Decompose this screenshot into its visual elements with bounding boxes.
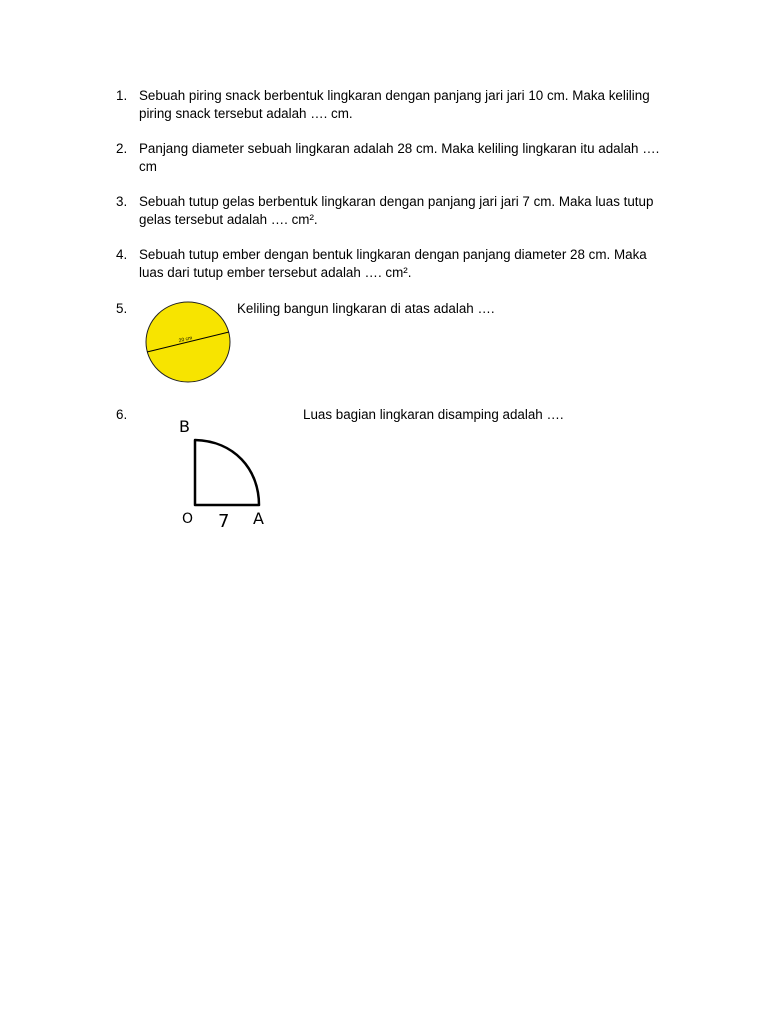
- question-number: 6.: [116, 407, 128, 422]
- question-text: Keliling bangun lingkaran di atas adalah ….: [237, 301, 495, 316]
- diameter-label: 20 cm: [178, 335, 193, 345]
- question-text: Sebuah piring snack berbentuk lingkaran dengan panjang jari jari 10 cm. Maka keliling piring snack tersebut adalah …. cm.: [139, 88, 650, 121]
- question-number: 2.: [116, 141, 128, 156]
- radius-label: 7: [218, 511, 230, 532]
- question-text: Luas bagian lingkaran disamping adalah ….: [303, 407, 564, 422]
- quarter-circle-figure: [172, 414, 276, 532]
- question-text: Sebuah tutup gelas berbentuk lingkaran dengan panjang jari jari 7 cm. Maka luas tutup gelas tersebut adalah …. cm².: [139, 194, 654, 227]
- label-b: B: [179, 417, 190, 436]
- question-number: 1.: [116, 88, 128, 103]
- circle-figure: [144, 301, 234, 385]
- label-o: O: [182, 511, 194, 527]
- question-number: 4.: [116, 247, 128, 262]
- question-number: 5.: [116, 301, 128, 316]
- question-number: 3.: [116, 194, 128, 209]
- quarter-circle-shape: [195, 440, 259, 505]
- label-a: A: [253, 509, 264, 528]
- question-text: Sebuah tutup ember dengan bentuk lingkaran dengan panjang diameter 28 cm. Maka luas dari tutup ember tersebut adalah …. cm².: [139, 247, 647, 280]
- question-text: Panjang diameter sebuah lingkaran adalah 28 cm. Maka keliling lingkaran itu adalah …. cm: [139, 141, 660, 174]
